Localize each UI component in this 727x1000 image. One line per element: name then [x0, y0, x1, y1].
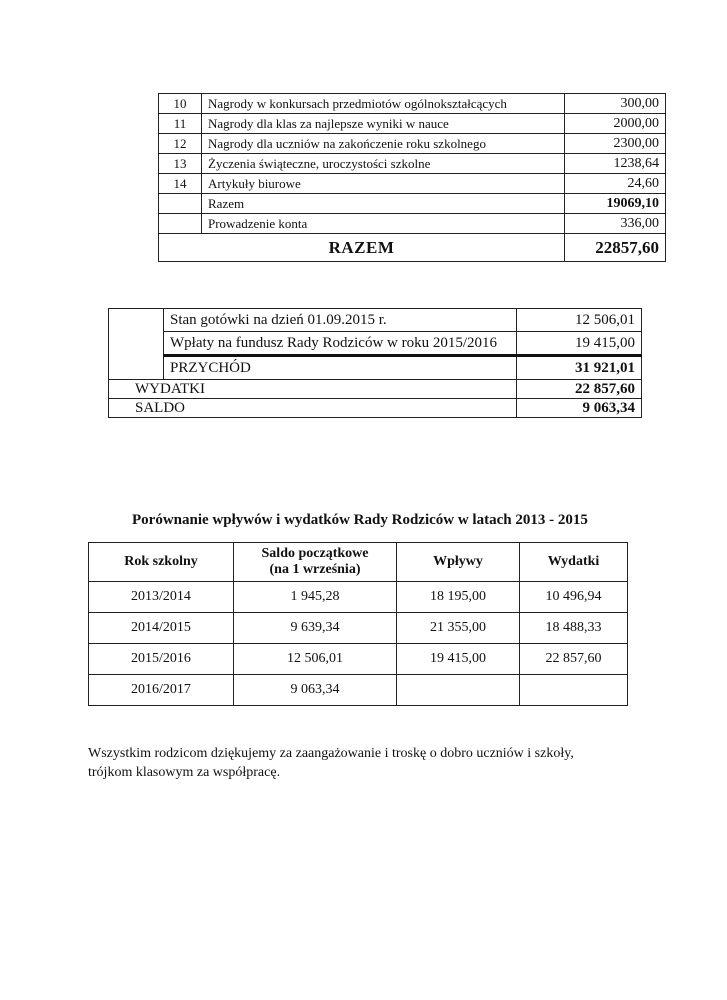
table-row	[159, 174, 666, 194]
income-cell: 19 415,00	[397, 644, 520, 675]
total-label: RAZEM	[159, 234, 565, 262]
expenses-cell	[520, 675, 628, 706]
income-cell	[397, 675, 520, 706]
expenses-cell: 22 857,60	[520, 644, 628, 675]
empty-cell	[159, 194, 202, 214]
comparison-title: Porównanie wpływów i wydatków Rady Rodziców w latach 2013 - 2015	[132, 512, 588, 528]
header-row	[89, 543, 628, 582]
cash-start-label: Stan gotówki na dzień 01.09.2015 r.	[164, 309, 517, 332]
table-row	[159, 154, 666, 174]
account-fee-value: 336,00	[565, 214, 666, 234]
expense-value: 2000,00	[565, 114, 666, 134]
expense-name: Życzenia świąteczne, uroczystości szkolne	[202, 154, 565, 174]
income-cell: 18 195,00	[397, 582, 520, 613]
year-cell: 2015/2016	[89, 644, 234, 675]
table-row	[89, 613, 628, 644]
comparison-table	[88, 542, 628, 706]
expenses-value: 22 857,60	[517, 380, 642, 399]
expense-value: 24,60	[565, 174, 666, 194]
row-number: 10	[159, 94, 202, 114]
table-row	[159, 134, 666, 154]
expense-value: 2300,00	[565, 134, 666, 154]
cash-start-value: 12 506,01	[517, 309, 642, 332]
year-cell: 2013/2014	[89, 582, 234, 613]
header-opening	[234, 543, 397, 582]
opening-cell: 12 506,01	[234, 644, 397, 675]
income-row	[109, 356, 642, 380]
table-row	[159, 114, 666, 134]
balance-table	[108, 308, 642, 418]
table-row	[89, 644, 628, 675]
expense-name: Artykuły biurowe	[202, 174, 565, 194]
empty-cell	[159, 214, 202, 234]
header-opening-line1: Saldo początkowe	[261, 546, 369, 561]
contributions-row	[109, 332, 642, 356]
header-expenses: Wydatki	[520, 543, 628, 582]
saldo-value: 9 063,34	[517, 399, 642, 418]
table-row	[159, 94, 666, 114]
header-year: Rok szkolny	[89, 543, 234, 582]
subtotal-row	[159, 194, 666, 214]
subtotal-value: 19069,10	[565, 194, 666, 214]
expense-value: 300,00	[565, 94, 666, 114]
empty-cell	[109, 309, 164, 380]
opening-cell: 9 639,34	[234, 613, 397, 644]
income-value: 31 921,01	[517, 356, 642, 380]
saldo-label: SALDO	[109, 399, 517, 418]
year-cell: 2014/2015	[89, 613, 234, 644]
row-number: 14	[159, 174, 202, 194]
closing-line-1: Wszystkim rodzicom dziękujemy za zaangażowanie i troskę o dobro uczniów i szkoły,	[88, 746, 574, 761]
cash-start-row	[109, 309, 642, 332]
total-row	[159, 234, 666, 262]
contributions-label: Wpłaty na fundusz Rady Rodziców w roku 2015/2016	[164, 332, 517, 356]
expenses-cell: 18 488,33	[520, 613, 628, 644]
table-row	[89, 582, 628, 613]
account-fee-label: Prowadzenie konta	[202, 214, 565, 234]
expense-name: Nagrody dla uczniów na zakończenie roku szkolnego	[202, 134, 565, 154]
row-number: 11	[159, 114, 202, 134]
subtotal-label: Razem	[202, 194, 565, 214]
expenses-cell: 10 496,94	[520, 582, 628, 613]
header-income: Wpływy	[397, 543, 520, 582]
income-cell: 21 355,00	[397, 613, 520, 644]
income-label: PRZYCHÓD	[164, 356, 517, 380]
expenses-table	[158, 93, 666, 262]
saldo-row	[109, 399, 642, 418]
total-value: 22857,60	[565, 234, 666, 262]
header-opening-line2: (na 1 września)	[269, 562, 361, 577]
row-number: 13	[159, 154, 202, 174]
opening-cell: 9 063,34	[234, 675, 397, 706]
table-row	[89, 675, 628, 706]
contributions-value: 19 415,00	[517, 332, 642, 356]
expense-name: Nagrody dla klas za najlepsze wyniki w nauce	[202, 114, 565, 134]
opening-cell: 1 945,28	[234, 582, 397, 613]
row-number: 12	[159, 134, 202, 154]
expenses-label: WYDATKI	[109, 380, 517, 399]
account-fee-row	[159, 214, 666, 234]
closing-line-2: trójkom klasowym za współpracę.	[88, 765, 281, 780]
closing-note	[88, 744, 648, 782]
year-cell: 2016/2017	[89, 675, 234, 706]
expenses-row	[109, 380, 642, 399]
expense-name: Nagrody w konkursach przedmiotów ogólnokształcących	[202, 94, 565, 114]
expense-value: 1238,64	[565, 154, 666, 174]
